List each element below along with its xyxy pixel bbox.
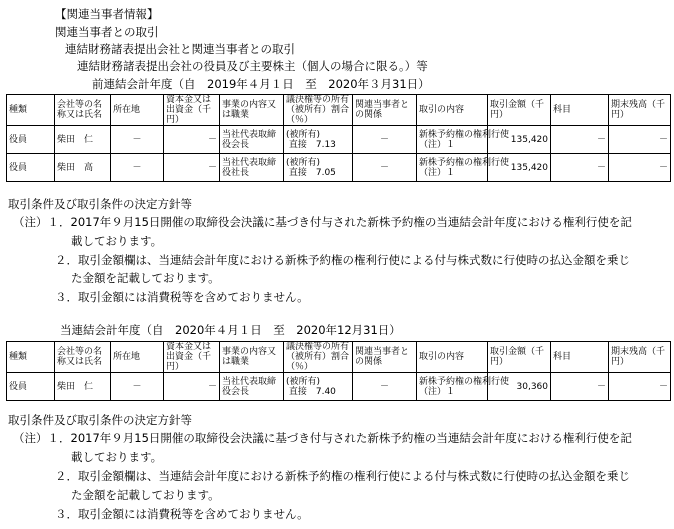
header-voting: 議決権等の所有（被所有）割合（％） xyxy=(284,342,353,373)
header-voting: 議決権等の所有（被所有）割合（％） xyxy=(284,95,353,126)
cell-name: 柴田 高 xyxy=(55,154,111,182)
header-transaction: 取引の内容 xyxy=(417,95,488,126)
cell-transaction: 新株予約権の権利行使 （注）１ xyxy=(417,373,488,401)
table-header-row xyxy=(7,342,671,373)
cell-location: － xyxy=(111,154,164,182)
subheading-company-transactions: 連結財務諸表提出会社と関連当事者との取引 xyxy=(65,42,295,56)
cell-capital: － xyxy=(164,154,220,182)
header-name: 会社等の名称又は氏名 xyxy=(55,342,111,373)
cell-occupation: 当社代表取締役会長 xyxy=(220,373,284,401)
cell-location: － xyxy=(111,126,164,154)
subheading-related-transactions: 関連当事者との取引 xyxy=(55,25,159,39)
cell-transaction: 新株予約権の権利行使 （注）１ xyxy=(417,126,488,154)
header-location: 所在地 xyxy=(111,95,164,126)
header-relation: 関連当事者との関係 xyxy=(353,95,417,126)
cell-occupation: 当社代表取締役会長 xyxy=(220,126,284,154)
header-balance: 期末残高（千円） xyxy=(609,95,671,126)
section-title: 【関連当事者情報】 xyxy=(55,7,159,21)
table-header-row xyxy=(7,95,671,126)
cell-balance: － xyxy=(609,126,671,154)
header-type: 種類 xyxy=(7,342,55,373)
prior-note-1-cont: 載しております。 xyxy=(71,234,163,248)
cell-voting: (被所有) 直接 7.40 xyxy=(284,373,353,401)
current-note-2-cont: た金額を記載しております。 xyxy=(71,488,220,502)
header-location: 所在地 xyxy=(111,342,164,373)
header-account: 科目 xyxy=(551,95,609,126)
cell-account: － xyxy=(551,373,609,401)
cell-type: 役員 xyxy=(7,154,55,182)
current-note-1: （注）１．2017年９月15日開催の取締役会決議に基づき付与された新株予約権の当連結会計年度における権利行使を記 xyxy=(13,431,632,445)
current-period-label: 当連結会計年度（自 2020年４月１日 至 2020年12月31日） xyxy=(60,323,401,337)
cell-name: 柴田 仁 xyxy=(55,126,111,154)
header-account: 科目 xyxy=(551,342,609,373)
cell-relation: － xyxy=(353,154,417,182)
header-transaction: 取引の内容 xyxy=(417,342,488,373)
current-note-1-cont: 載しております。 xyxy=(71,450,163,464)
current-period-table xyxy=(6,341,671,401)
prior-period-table xyxy=(6,94,671,182)
prior-note-1: （注）１．2017年９月15日開催の取締役会決議に基づき付与された新株予約権の当連結会計年度における権利行使を記 xyxy=(13,215,632,229)
cell-account: － xyxy=(551,126,609,154)
table-row xyxy=(7,154,671,182)
header-capital: 資本金又は出資金（千円） xyxy=(164,95,220,126)
cell-relation: － xyxy=(353,373,417,401)
cell-amount: 135,420 xyxy=(488,126,551,154)
current-note-2: ２．取引金額欄は、当連結会計年度における新株予約権の権利行使による付与株式数に行使時の払込金額を乗じ xyxy=(55,469,630,483)
cell-location: － xyxy=(111,373,164,401)
header-amount: 取引金額（千円） xyxy=(488,342,551,373)
cell-name: 柴田 仁 xyxy=(55,373,111,401)
cell-occupation: 当社代表取締役社長 xyxy=(220,154,284,182)
table-row xyxy=(7,373,671,401)
prior-conditions-title: 取引条件及び取引条件の決定方針等 xyxy=(8,197,192,211)
header-capital: 資本金又は出資金（千円） xyxy=(164,342,220,373)
header-occupation: 事業の内容又は職業 xyxy=(220,95,284,126)
prior-period-label: 前連結会計年度（自 2019年４月１日 至 2020年３月31日） xyxy=(92,77,430,91)
header-balance: 期末残高（千円） xyxy=(609,342,671,373)
header-amount: 取引金額（千円） xyxy=(488,95,551,126)
prior-note-2-cont: た金額を記載しております。 xyxy=(71,271,220,285)
cell-voting: (被所有) 直接 7.05 xyxy=(284,154,353,182)
prior-note-2: ２．取引金額欄は、当連結会計年度における新株予約権の権利行使による付与株式数に行使時の払込金額を乗じ xyxy=(55,253,630,267)
current-conditions-title: 取引条件及び取引条件の決定方針等 xyxy=(8,413,192,427)
cell-amount: 30,360 xyxy=(488,373,551,401)
cell-relation: － xyxy=(353,126,417,154)
cell-capital: － xyxy=(164,373,220,401)
cell-transaction: 新株予約権の権利行使 （注）１ xyxy=(417,154,488,182)
cell-amount: 135,420 xyxy=(488,154,551,182)
header-relation: 関連当事者との関係 xyxy=(353,342,417,373)
subheading-officers: 連結財務諸表提出会社の役員及び主要株主（個人の場合に限る。）等 xyxy=(77,59,428,73)
cell-type: 役員 xyxy=(7,126,55,154)
header-name: 会社等の名称又は氏名 xyxy=(55,95,111,126)
current-note-3: ３．取引金額には消費税等を含めておりません。 xyxy=(55,507,309,521)
cell-voting: (被所有) 直接 7.13 xyxy=(284,126,353,154)
prior-note-3: ３．取引金額には消費税等を含めておりません。 xyxy=(55,290,309,304)
table-row xyxy=(7,126,671,154)
cell-account: － xyxy=(551,154,609,182)
cell-capital: － xyxy=(164,126,220,154)
header-type: 種類 xyxy=(7,95,55,126)
cell-type: 役員 xyxy=(7,373,55,401)
cell-balance: － xyxy=(609,154,671,182)
cell-balance: － xyxy=(609,373,671,401)
header-occupation: 事業の内容又は職業 xyxy=(220,342,284,373)
